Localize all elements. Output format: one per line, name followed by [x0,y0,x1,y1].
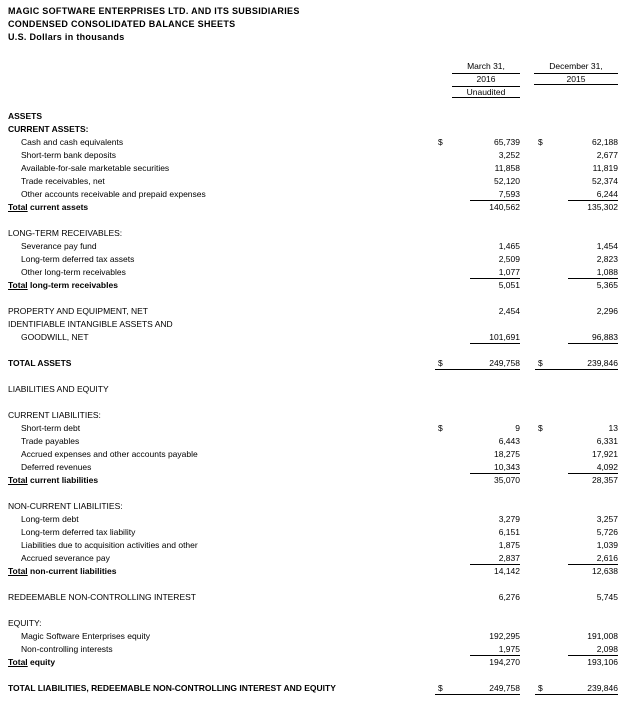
table-row [0,305,626,318]
value-march-2016: 1,465 [498,241,520,251]
table-row [0,240,626,253]
value-december-2015: 2,098 [596,644,618,654]
value-december-2015: 239,846 [587,358,618,368]
row-label: TOTAL ASSETS [8,358,72,368]
table-row [0,409,626,422]
table-row [0,630,626,643]
table-row [0,617,626,630]
table-row [0,552,626,565]
table-row [0,162,626,175]
table-row [0,357,626,370]
value-march-2016: 3,252 [498,150,520,160]
value-march-2016: 1,077 [498,267,520,277]
value-december-2015: 2,823 [596,254,618,264]
row-label: Total current assets [8,202,89,212]
row-label: Total long-term receivables [8,280,118,290]
company-name: MAGIC SOFTWARE ENTERPRISES LTD. AND ITS SUBSIDIARIES [8,6,300,16]
value-march-2016: 6,443 [498,436,520,446]
table-row [0,318,626,331]
column-header-line: 2015 [566,74,586,84]
value-december-2015: 96,883 [592,332,618,342]
spacer-row [0,669,626,682]
table-row [0,448,626,461]
value-december-2015: 1,454 [596,241,618,251]
table-row [0,526,626,539]
row-label: REDEEMABLE NON-CONTROLLING INTEREST [8,592,196,602]
row-label: CURRENT ASSETS: [8,124,89,134]
table-row [0,253,626,266]
row-label: GOODWILL, NET [21,332,89,342]
value-december-2015: 13 [608,423,618,433]
value-march-2016: 6,276 [498,592,520,602]
value-march-2016: 5,051 [498,280,520,290]
row-label: Total equity [8,657,56,667]
row-label: Trade payables [21,436,80,446]
value-december-2015: 62,188 [592,137,618,147]
value-march-2016: 2,837 [498,553,520,563]
row-label: LIABILITIES AND EQUITY [8,384,109,394]
value-march-2016: 52,120 [494,176,520,186]
table-row [0,227,626,240]
table-row [0,136,626,149]
column-header-march-2016 [452,60,520,99]
row-label: Deferred revenues [21,462,92,472]
row-label: Other long-term receivables [21,267,126,277]
value-december-2015: 17,921 [592,449,618,459]
value-december-2015: 239,846 [587,683,618,693]
column-header-line: December 31, [549,61,603,71]
value-december-2015: 191,008 [587,631,618,641]
row-label: NON-CURRENT LIABILITIES: [8,501,123,511]
value-march-2016: 10,343 [494,462,520,472]
value-december-2015: 6,331 [596,436,618,446]
currency-symbol-december-2015: $ [538,137,543,147]
currency-symbol-march-2016: $ [438,683,443,693]
row-label: Long-term deferred tax liability [21,527,136,537]
value-december-2015: 4,092 [596,462,618,472]
value-march-2016: 1,875 [498,540,520,550]
value-december-2015: 2,296 [596,306,618,316]
row-label: Total current liabilities [8,475,99,485]
table-row [0,474,626,487]
column-header-line: Unaudited [466,87,506,97]
spacer-row [0,214,626,227]
value-december-2015: 1,088 [596,267,618,277]
row-label: Accrued expenses and other accounts payable [21,449,198,459]
value-december-2015: 2,677 [596,150,618,160]
table-row [0,513,626,526]
table-row [0,266,626,279]
value-march-2016: 249,758 [489,358,520,368]
table-row [0,565,626,578]
value-march-2016: 1,975 [498,644,520,654]
value-march-2016: 11,858 [494,163,520,173]
row-label: Accrued severance pay [21,553,110,563]
value-march-2016: 6,151 [498,527,520,537]
value-december-2015: 193,106 [587,657,618,667]
row-label: ASSETS [8,111,43,121]
value-december-2015: 6,244 [596,189,618,199]
value-march-2016: 140,562 [489,202,520,212]
row-label: Cash and cash equivalents [21,137,124,147]
row-label: Short-term debt [21,423,81,433]
table-row [0,383,626,396]
currency-symbol-march-2016: $ [438,423,443,433]
table-row [0,149,626,162]
spacer-row [0,604,626,617]
value-march-2016: 194,270 [489,657,520,667]
table-row [0,175,626,188]
currency-symbol-december-2015: $ [538,358,543,368]
column-header-line: 2016 [476,74,496,84]
currency-symbol-december-2015: $ [538,683,543,693]
row-label: Total non-current liabilities [8,566,117,576]
value-march-2016: 192,295 [489,631,520,641]
row-label: LONG-TERM RECEIVABLES: [8,228,123,238]
value-december-2015: 5,745 [596,592,618,602]
currency-symbol-december-2015: $ [538,423,543,433]
spacer-row [0,370,626,383]
table-row [0,110,626,123]
table-row [0,500,626,513]
spacer-row [0,578,626,591]
row-label: Short-term bank deposits [21,150,116,160]
table-row [0,591,626,604]
table-row [0,188,626,201]
table-row [0,201,626,214]
value-march-2016: 2,454 [498,306,520,316]
table-row [0,656,626,669]
row-label: Other accounts receivable and prepaid expenses [21,189,206,199]
value-december-2015: 11,819 [592,163,618,173]
value-march-2016: 3,279 [498,514,520,524]
table-row [0,422,626,435]
value-march-2016: 35,070 [494,475,520,485]
value-december-2015: 5,726 [596,527,618,537]
table-row [0,331,626,344]
table-row [0,682,626,695]
spacer-row [0,487,626,500]
row-label: EQUITY: [8,618,42,628]
table-row [0,123,626,136]
table-row [0,279,626,292]
row-label: Liabilities due to acquisition activities and other [21,540,198,550]
value-december-2015: 28,357 [592,475,618,485]
currency-symbol-march-2016: $ [438,137,443,147]
row-label: Long-term deferred tax assets [21,254,135,264]
spacer-row [0,396,626,409]
row-label: Non-controlling interests [21,644,113,654]
row-label: Available-for-sale marketable securities [21,163,170,173]
value-march-2016: 2,509 [498,254,520,264]
value-december-2015: 1,039 [596,540,618,550]
row-label: Long-term debt [21,514,79,524]
column-header-line: March 31, [467,61,505,71]
row-label: Trade receivables, net [21,176,105,186]
table-row [0,643,626,656]
row-label: PROPERTY AND EQUIPMENT, NET [8,306,148,316]
value-december-2015: 5,365 [596,280,618,290]
value-march-2016: 65,739 [494,137,520,147]
table-row [0,435,626,448]
row-label: Severance pay fund [21,241,97,251]
table-row [0,461,626,474]
spacer-row [0,292,626,305]
currency-symbol-march-2016: $ [438,358,443,368]
value-december-2015: 12,638 [592,566,618,576]
currency-note: U.S. Dollars in thousands [8,32,125,42]
rule-line [435,694,520,695]
row-label: Magic Software Enterprises equity [21,631,150,641]
value-december-2015: 3,257 [596,514,618,524]
spacer-row [0,344,626,357]
row-label: IDENTIFIABLE INTANGIBLE ASSETS AND [8,319,173,329]
value-march-2016: 101,691 [489,332,520,342]
value-march-2016: 7,593 [498,189,520,199]
table-row [0,539,626,552]
rule-line [535,694,618,695]
statement-title: CONDENSED CONSOLIDATED BALANCE SHEETS [8,19,236,29]
value-december-2015: 52,374 [592,176,618,186]
value-march-2016: 14,142 [494,566,520,576]
row-label: CURRENT LIABILITIES: [8,410,101,420]
value-march-2016: 9 [515,423,520,433]
value-march-2016: 18,275 [494,449,520,459]
value-december-2015: 135,302 [587,202,618,212]
value-december-2015: 2,616 [596,553,618,563]
row-label: TOTAL LIABILITIES, REDEEMABLE NON-CONTROLLING INTEREST AND EQUITY [8,683,336,693]
value-march-2016: 249,758 [489,683,520,693]
